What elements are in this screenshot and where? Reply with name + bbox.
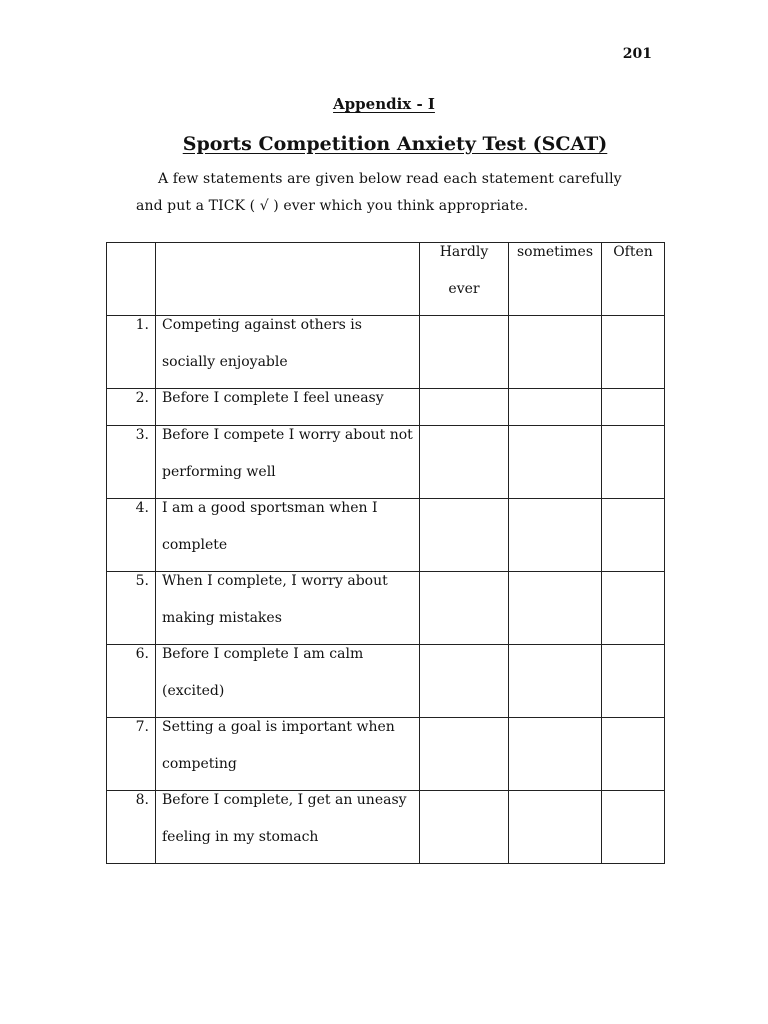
tick-cell-sometimes[interactable] <box>509 316 602 389</box>
tick-cell-often[interactable] <box>602 572 665 645</box>
tick-cell-sometimes[interactable] <box>509 791 602 864</box>
header-statement-cell <box>156 243 420 316</box>
row-number-text: 2. <box>135 390 149 406</box>
row-statement <box>156 426 420 499</box>
row-number <box>107 316 156 389</box>
instruction-line-1: A few statements are given below read each statement carefully <box>158 171 622 187</box>
table-row <box>107 499 665 572</box>
row-statement <box>156 499 420 572</box>
table-row <box>107 791 665 864</box>
tick-cell-hardly-ever[interactable] <box>420 499 509 572</box>
row-statement <box>156 572 420 645</box>
row-statement <box>156 645 420 718</box>
row-statement-text: Before I complete I am calm (excited) <box>162 646 364 699</box>
tick-cell-hardly-ever[interactable] <box>420 426 509 499</box>
page-number: 201 <box>622 46 652 62</box>
row-statement <box>156 718 420 791</box>
row-statement-text: Before I compete I worry about not performing well <box>162 427 413 480</box>
tick-cell-hardly-ever[interactable] <box>420 572 509 645</box>
row-number <box>107 572 156 645</box>
row-number-text: 4. <box>135 500 149 516</box>
row-statement-text: I am a good sportsman when I complete <box>162 500 378 553</box>
tick-cell-often[interactable] <box>602 389 665 426</box>
header-number-cell <box>107 243 156 316</box>
appendix-heading <box>0 95 768 113</box>
row-number <box>107 645 156 718</box>
row-number <box>107 499 156 572</box>
tick-cell-sometimes[interactable] <box>509 572 602 645</box>
tick-cell-sometimes[interactable] <box>509 718 602 791</box>
row-number-text: 8. <box>135 792 149 808</box>
tick-cell-often[interactable] <box>602 645 665 718</box>
header-often-label: Often <box>613 244 653 260</box>
tick-cell-sometimes[interactable] <box>509 499 602 572</box>
row-number <box>107 426 156 499</box>
header-sometimes-label: sometimes <box>516 244 594 260</box>
row-statement-text: Before I complete I feel uneasy <box>162 390 384 406</box>
row-number <box>107 718 156 791</box>
tick-cell-often[interactable] <box>602 499 665 572</box>
tick-cell-sometimes[interactable] <box>509 389 602 426</box>
row-statement-text: Setting a goal is important when competing <box>162 719 395 772</box>
tick-cell-hardly-ever[interactable] <box>420 389 509 426</box>
tick-cell-often[interactable] <box>602 718 665 791</box>
document-title <box>0 133 768 155</box>
row-statement-text: Before I complete, I get an uneasy feeling in my stomach <box>162 792 407 845</box>
tick-cell-sometimes[interactable] <box>509 645 602 718</box>
table-row <box>107 572 665 645</box>
row-number-text: 5. <box>135 573 149 589</box>
tick-cell-often[interactable] <box>602 316 665 389</box>
header-hardly-ever <box>420 243 509 316</box>
table-row <box>107 718 665 791</box>
row-statement-text: Competing against others is socially enjoyable <box>162 317 362 370</box>
header-sometimes <box>509 243 602 316</box>
row-statement-text: When I complete, I worry about making mistakes <box>162 573 388 626</box>
table-header-row <box>107 243 665 316</box>
instruction-line-2: and put a TICK ( √ ) ever which you think appropriate. <box>136 198 529 214</box>
scat-table <box>106 242 665 864</box>
header-hardly-ever-label: Hardly ever <box>439 244 489 297</box>
tick-cell-hardly-ever[interactable] <box>420 645 509 718</box>
row-number-text: 6. <box>135 646 149 662</box>
tick-cell-often[interactable] <box>602 791 665 864</box>
tick-cell-hardly-ever[interactable] <box>420 791 509 864</box>
title-text: Sports Competition Anxiety Test (SCAT) <box>182 133 608 155</box>
row-statement <box>156 316 420 389</box>
row-number-text: 3. <box>135 427 149 443</box>
tick-cell-hardly-ever[interactable] <box>420 718 509 791</box>
row-number <box>107 791 156 864</box>
tick-cell-sometimes[interactable] <box>509 426 602 499</box>
table-row <box>107 426 665 499</box>
tick-cell-often[interactable] <box>602 426 665 499</box>
row-statement <box>156 791 420 864</box>
tick-cell-hardly-ever[interactable] <box>420 316 509 389</box>
row-number-text: 1. <box>135 317 149 333</box>
header-often <box>602 243 665 316</box>
table-row <box>107 316 665 389</box>
table-row <box>107 645 665 718</box>
row-number-text: 7. <box>135 719 149 735</box>
appendix-label: Appendix - I <box>333 95 435 113</box>
